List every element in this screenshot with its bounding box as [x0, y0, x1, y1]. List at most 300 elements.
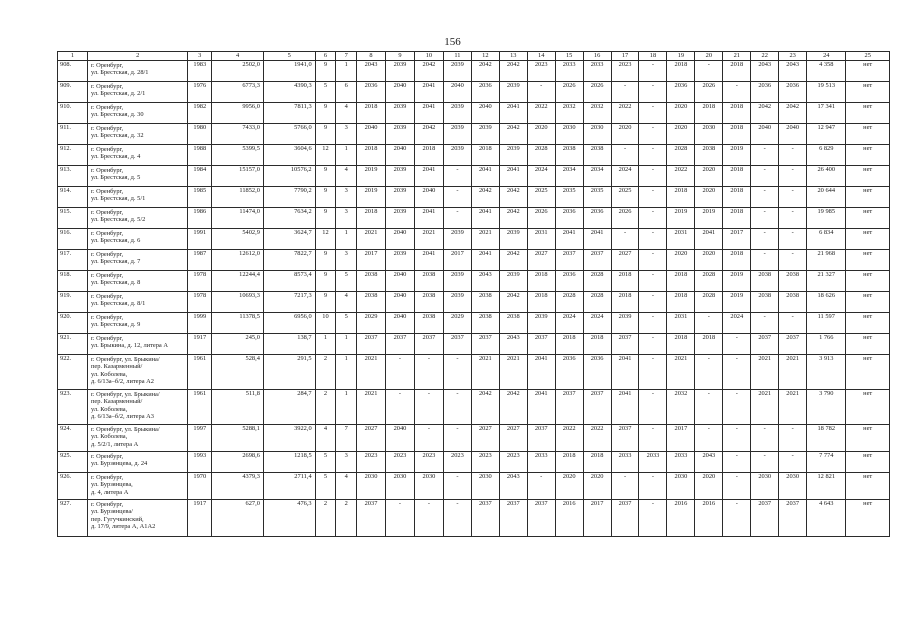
- cell-col-19: 2018: [667, 334, 695, 355]
- cell-col-17: -: [611, 82, 639, 103]
- cell-col-5: 7790,2: [263, 187, 315, 208]
- table-row: [58, 473, 890, 500]
- cell-col-13: 2039: [499, 145, 527, 166]
- table-row: [58, 425, 890, 452]
- table-row: [58, 452, 890, 473]
- cell-col-15: 2018: [555, 452, 583, 473]
- cell-col-17: 2041: [611, 355, 639, 390]
- cell-col-7: 4: [336, 473, 357, 500]
- row-number: 919.: [58, 292, 88, 313]
- address-cell: [88, 390, 188, 425]
- cell-col-18: -: [639, 250, 667, 271]
- address-line: ул. Брестская, д. 2/1: [91, 90, 146, 98]
- cell-col-25: нет: [846, 473, 890, 500]
- cell-col-12: 2040: [471, 103, 499, 124]
- cell-col-10: 2041: [414, 103, 443, 124]
- cell-col-25: нет: [846, 500, 890, 537]
- cell-col-20: -: [695, 313, 723, 334]
- cell-col-5: 10576,2: [263, 166, 315, 187]
- cell-col-19: 2019: [667, 208, 695, 229]
- address-cell: [88, 250, 188, 271]
- cell-col-23: -: [779, 425, 807, 452]
- cell-col-17: 2037: [611, 425, 639, 452]
- cell-col-13: 2021: [499, 355, 527, 390]
- cell-col-24: 12 947: [807, 124, 846, 145]
- cell-col-3: 1976: [188, 82, 212, 103]
- cell-col-16: 2041: [583, 229, 611, 250]
- cell-col-12: 2042: [471, 390, 499, 425]
- cell-col-10: -: [414, 390, 443, 425]
- cell-col-14: 2037: [527, 334, 555, 355]
- cell-col-14: 2022: [527, 103, 555, 124]
- cell-col-16: 2022: [583, 425, 611, 452]
- cell-col-22: -: [751, 166, 779, 187]
- cell-col-9: -: [385, 355, 414, 390]
- cell-col-22: -: [751, 313, 779, 334]
- cell-col-25: нет: [846, 250, 890, 271]
- cell-col-6: 12: [315, 229, 336, 250]
- address-line: пер. Гугучкинский,: [91, 515, 144, 523]
- cell-col-14: 2026: [527, 208, 555, 229]
- address-line: ул. Брестская, д. 8: [91, 279, 141, 287]
- cell-col-24: 21 327: [807, 271, 846, 292]
- address-line: ул. Коболева,: [91, 433, 128, 441]
- cell-col-6: 5: [315, 452, 336, 473]
- cell-col-24: 19 513: [807, 82, 846, 103]
- table-row: [58, 271, 890, 292]
- cell-col-8: 2043: [357, 61, 386, 82]
- cell-col-4: 9956,0: [212, 103, 264, 124]
- address-line: г. Оренбург,: [91, 83, 124, 90]
- cell-col-24: 20 644: [807, 187, 846, 208]
- cell-col-6: 4: [315, 425, 336, 452]
- column-header-18: 18: [639, 52, 667, 61]
- cell-col-22: 2036: [751, 82, 779, 103]
- cell-col-10: -: [414, 425, 443, 452]
- cell-col-14: 2041: [527, 390, 555, 425]
- cell-col-21: 2019: [723, 292, 751, 313]
- table-row: [58, 61, 890, 82]
- cell-col-24: 18 626: [807, 292, 846, 313]
- cell-col-4: 6773,3: [212, 82, 264, 103]
- cell-col-18: -: [639, 229, 667, 250]
- row-number: 912.: [58, 145, 88, 166]
- cell-col-5: 7634,2: [263, 208, 315, 229]
- column-header-22: 22: [751, 52, 779, 61]
- cell-col-15: 2022: [555, 425, 583, 452]
- cell-col-9: 2039: [385, 103, 414, 124]
- cell-col-7: 7: [336, 425, 357, 452]
- cell-col-6: 9: [315, 250, 336, 271]
- address-line: ул. Брестская, д. 30: [91, 111, 144, 119]
- cell-col-18: -: [639, 124, 667, 145]
- cell-col-13: 2042: [499, 208, 527, 229]
- cell-col-5: 138,7: [263, 334, 315, 355]
- cell-col-11: 2023: [443, 452, 471, 473]
- table-row: [58, 500, 890, 537]
- address-line: г. Оренбург, ул. Брыкина/: [91, 391, 160, 398]
- table-row: [58, 166, 890, 187]
- cell-col-18: -: [639, 473, 667, 500]
- cell-col-15: 2018: [555, 334, 583, 355]
- cell-col-12: 2038: [471, 313, 499, 334]
- cell-col-3: 1991: [188, 229, 212, 250]
- row-number: 920.: [58, 313, 88, 334]
- cell-col-4: 5399,5: [212, 145, 264, 166]
- cell-col-24: 4 643: [807, 500, 846, 537]
- cell-col-21: 2018: [723, 61, 751, 82]
- cell-col-19: 2018: [667, 187, 695, 208]
- cell-col-8: 2021: [357, 355, 386, 390]
- cell-col-11: 2039: [443, 103, 471, 124]
- cell-col-12: 2027: [471, 425, 499, 452]
- column-header-4: 4: [212, 52, 264, 61]
- cell-col-21: 2018: [723, 103, 751, 124]
- cell-col-18: -: [639, 425, 667, 452]
- cell-col-17: 2033: [611, 452, 639, 473]
- cell-col-25: нет: [846, 208, 890, 229]
- address-line: д. 6/13а–б/2, литера А2: [91, 377, 154, 385]
- column-header-16: 16: [583, 52, 611, 61]
- cell-col-23: -: [779, 208, 807, 229]
- table-row: [58, 334, 890, 355]
- cell-col-10: 2042: [414, 124, 443, 145]
- address-line: г. Оренбург,: [91, 335, 124, 342]
- cell-col-18: -: [639, 187, 667, 208]
- cell-col-12: 2021: [471, 229, 499, 250]
- cell-col-12: 2041: [471, 250, 499, 271]
- cell-col-5: 3922,0: [263, 425, 315, 452]
- cell-col-18: -: [639, 313, 667, 334]
- cell-col-18: -: [639, 271, 667, 292]
- cell-col-8: 2029: [357, 313, 386, 334]
- cell-col-11: -: [443, 166, 471, 187]
- cell-col-20: 2018: [695, 103, 723, 124]
- cell-col-7: 4: [336, 292, 357, 313]
- cell-col-15: 2020: [555, 473, 583, 500]
- row-number: 923.: [58, 390, 88, 425]
- address-cell: [88, 334, 188, 355]
- cell-col-10: 2030: [414, 473, 443, 500]
- cell-col-25: нет: [846, 425, 890, 452]
- cell-col-17: 2024: [611, 166, 639, 187]
- address-line: ул. Коболева,: [91, 405, 128, 413]
- cell-col-14: 2023: [527, 61, 555, 82]
- table-row: [58, 250, 890, 271]
- cell-col-6: 9: [315, 124, 336, 145]
- cell-col-5: 3604,6: [263, 145, 315, 166]
- cell-col-7: 2: [336, 500, 357, 537]
- cell-col-4: 15157,0: [212, 166, 264, 187]
- address-cell: [88, 500, 188, 537]
- cell-col-20: 2028: [695, 292, 723, 313]
- address-cell: [88, 229, 188, 250]
- column-header-25: 25: [846, 52, 890, 61]
- cell-col-23: -: [779, 166, 807, 187]
- cell-col-9: 2040: [385, 145, 414, 166]
- cell-col-15: 2016: [555, 500, 583, 537]
- cell-col-16: 2017: [583, 500, 611, 537]
- cell-col-15: 2033: [555, 61, 583, 82]
- cell-col-14: -: [527, 82, 555, 103]
- cell-col-23: 2021: [779, 355, 807, 390]
- cell-col-17: -: [611, 473, 639, 500]
- cell-col-12: 2037: [471, 334, 499, 355]
- cell-col-25: нет: [846, 313, 890, 334]
- cell-col-20: 2041: [695, 229, 723, 250]
- cell-col-5: 284,7: [263, 390, 315, 425]
- cell-col-20: 2028: [695, 271, 723, 292]
- cell-col-17: 2037: [611, 334, 639, 355]
- address-cell: [88, 187, 188, 208]
- cell-col-18: -: [639, 103, 667, 124]
- column-header-19: 19: [667, 52, 695, 61]
- cell-col-21: 2017: [723, 229, 751, 250]
- cell-col-12: 2038: [471, 292, 499, 313]
- cell-col-17: -: [611, 145, 639, 166]
- cell-col-3: 1982: [188, 103, 212, 124]
- cell-col-19: 2036: [667, 82, 695, 103]
- address-line: ул. Брыкина, д. 12, литера А: [91, 342, 168, 350]
- row-number: 926.: [58, 473, 88, 500]
- address-line: г. Оренбург,: [91, 272, 124, 279]
- cell-col-17: 2027: [611, 250, 639, 271]
- cell-col-11: -: [443, 473, 471, 500]
- cell-col-25: нет: [846, 229, 890, 250]
- cell-col-18: -: [639, 145, 667, 166]
- address-line: г. Оренбург,: [91, 453, 124, 460]
- cell-col-17: 2020: [611, 124, 639, 145]
- cell-col-17: 2026: [611, 208, 639, 229]
- cell-col-20: -: [695, 61, 723, 82]
- cell-col-6: 9: [315, 61, 336, 82]
- cell-col-5: 4390,3: [263, 82, 315, 103]
- cell-col-14: 2025: [527, 187, 555, 208]
- cell-col-21: 2018: [723, 187, 751, 208]
- cell-col-8: 2017: [357, 250, 386, 271]
- cell-col-10: -: [414, 500, 443, 537]
- cell-col-4: 12612,0: [212, 250, 264, 271]
- cell-col-17: 2023: [611, 61, 639, 82]
- cell-col-20: 2020: [695, 187, 723, 208]
- cell-col-11: 2037: [443, 334, 471, 355]
- cell-col-7: 3: [336, 452, 357, 473]
- cell-col-6: 2: [315, 500, 336, 537]
- cell-col-13: 2042: [499, 61, 527, 82]
- cell-col-20: 2030: [695, 124, 723, 145]
- cell-col-14: 2041: [527, 355, 555, 390]
- address-line: г. Оренбург,: [91, 167, 124, 174]
- cell-col-19: 2020: [667, 124, 695, 145]
- cell-col-18: -: [639, 292, 667, 313]
- cell-col-10: 2040: [414, 187, 443, 208]
- cell-col-4: 627,0: [212, 500, 264, 537]
- address-line: пер. Казарменный/: [91, 363, 143, 371]
- cell-col-23: 2037: [779, 500, 807, 537]
- address-line: ул. Брестская, д. 4: [91, 153, 141, 161]
- cell-col-7: 4: [336, 103, 357, 124]
- cell-col-19: 2017: [667, 425, 695, 452]
- table-row: [58, 229, 890, 250]
- cell-col-5: 6956,0: [263, 313, 315, 334]
- cell-col-9: 2039: [385, 187, 414, 208]
- cell-col-12: 2030: [471, 473, 499, 500]
- cell-col-15: 2026: [555, 82, 583, 103]
- cell-col-6: 2: [315, 390, 336, 425]
- cell-col-25: нет: [846, 166, 890, 187]
- address-line: ул. Брестская, д. 8/1: [91, 300, 146, 308]
- table-row: [58, 187, 890, 208]
- cell-col-3: 1978: [188, 271, 212, 292]
- address-line: ул. Брестская, д. 5: [91, 174, 141, 182]
- cell-col-24: 12 821: [807, 473, 846, 500]
- cell-col-18: -: [639, 61, 667, 82]
- row-number: 924.: [58, 425, 88, 452]
- cell-col-8: 2038: [357, 292, 386, 313]
- cell-col-22: -: [751, 229, 779, 250]
- cell-col-13: 2041: [499, 166, 527, 187]
- cell-col-3: 1970: [188, 473, 212, 500]
- address-cell: [88, 473, 188, 500]
- column-header-17: 17: [611, 52, 639, 61]
- cell-col-6: 5: [315, 82, 336, 103]
- cell-col-21: -: [723, 334, 751, 355]
- cell-col-20: 2018: [695, 334, 723, 355]
- cell-col-14: 2037: [527, 500, 555, 537]
- column-header-13: 13: [499, 52, 527, 61]
- cell-col-9: 2040: [385, 292, 414, 313]
- cell-col-4: 10693,3: [212, 292, 264, 313]
- cell-col-13: 2023: [499, 452, 527, 473]
- cell-col-14: 2028: [527, 145, 555, 166]
- row-number: 914.: [58, 187, 88, 208]
- cell-col-15: 2028: [555, 292, 583, 313]
- address-line: г. Оренбург,: [91, 209, 124, 216]
- cell-col-18: -: [639, 82, 667, 103]
- column-header-6: 6: [315, 52, 336, 61]
- column-header-23: 23: [779, 52, 807, 61]
- cell-col-13: 2027: [499, 425, 527, 452]
- cell-col-20: 2043: [695, 452, 723, 473]
- cell-col-22: -: [751, 250, 779, 271]
- column-header-21: 21: [723, 52, 751, 61]
- cell-col-11: -: [443, 425, 471, 452]
- cell-col-22: 2030: [751, 473, 779, 500]
- cell-col-19: 2018: [667, 292, 695, 313]
- cell-col-6: 1: [315, 334, 336, 355]
- cell-col-7: 1: [336, 355, 357, 390]
- cell-col-3: 1987: [188, 250, 212, 271]
- row-number: 908.: [58, 61, 88, 82]
- cell-col-13: 2037: [499, 500, 527, 537]
- cell-col-6: 9: [315, 292, 336, 313]
- cell-col-7: 1: [336, 229, 357, 250]
- cell-col-20: -: [695, 390, 723, 425]
- cell-col-23: 2038: [779, 271, 807, 292]
- cell-col-13: 2038: [499, 313, 527, 334]
- cell-col-13: 2042: [499, 250, 527, 271]
- cell-col-11: 2029: [443, 313, 471, 334]
- cell-col-22: -: [751, 425, 779, 452]
- address-cell: [88, 61, 188, 82]
- cell-col-9: 2039: [385, 61, 414, 82]
- cell-col-8: 2030: [357, 473, 386, 500]
- cell-col-22: 2042: [751, 103, 779, 124]
- cell-col-25: нет: [846, 334, 890, 355]
- cell-col-10: 2041: [414, 250, 443, 271]
- cell-col-12: 2041: [471, 166, 499, 187]
- cell-col-24: 7 774: [807, 452, 846, 473]
- cell-col-19: 2031: [667, 313, 695, 334]
- address-line: ул. Брестская, д. 5/1: [91, 195, 146, 203]
- header-row: [58, 52, 890, 61]
- cell-col-23: 2042: [779, 103, 807, 124]
- address-line: ул. Бурзянцева/: [91, 508, 133, 516]
- cell-col-24: 1 766: [807, 334, 846, 355]
- cell-col-22: 2038: [751, 271, 779, 292]
- cell-col-16: 2020: [583, 473, 611, 500]
- cell-col-11: 2039: [443, 61, 471, 82]
- cell-col-25: нет: [846, 292, 890, 313]
- cell-col-14: 2033: [527, 452, 555, 473]
- cell-col-18: -: [639, 166, 667, 187]
- column-header-1: 1: [58, 52, 88, 61]
- address-cell: [88, 355, 188, 390]
- cell-col-12: 2039: [471, 124, 499, 145]
- cell-col-11: -: [443, 187, 471, 208]
- cell-col-9: -: [385, 390, 414, 425]
- cell-col-16: 2024: [583, 313, 611, 334]
- cell-col-20: 2020: [695, 166, 723, 187]
- cell-col-25: нет: [846, 271, 890, 292]
- cell-col-16: 2038: [583, 145, 611, 166]
- cell-col-7: 3: [336, 187, 357, 208]
- cell-col-4: 2698,6: [212, 452, 264, 473]
- cell-col-21: 2018: [723, 250, 751, 271]
- cell-col-24: 3 790: [807, 390, 846, 425]
- cell-col-11: -: [443, 390, 471, 425]
- cell-col-4: 4379,3: [212, 473, 264, 500]
- cell-col-23: 2038: [779, 292, 807, 313]
- cell-col-5: 7811,3: [263, 103, 315, 124]
- cell-col-24: 4 358: [807, 61, 846, 82]
- cell-col-12: 2043: [471, 271, 499, 292]
- cell-col-13: 2039: [499, 271, 527, 292]
- cell-col-10: 2042: [414, 61, 443, 82]
- address-line: г. Оренбург,: [91, 125, 124, 132]
- address-line: г. Оренбург,: [91, 293, 124, 300]
- cell-col-11: -: [443, 500, 471, 537]
- address-cell: [88, 103, 188, 124]
- cell-col-15: 2024: [555, 313, 583, 334]
- page-number: 156: [444, 36, 461, 48]
- cell-col-15: 2036: [555, 271, 583, 292]
- column-header-15: 15: [555, 52, 583, 61]
- cell-col-11: 2039: [443, 271, 471, 292]
- cell-col-7: 1: [336, 390, 357, 425]
- cell-col-20: 2020: [695, 473, 723, 500]
- cell-col-7: 1: [336, 61, 357, 82]
- cell-col-5: 5766,0: [263, 124, 315, 145]
- cell-col-23: -: [779, 452, 807, 473]
- cell-col-23: -: [779, 250, 807, 271]
- cell-col-14: 2027: [527, 250, 555, 271]
- address-cell: [88, 208, 188, 229]
- cell-col-22: -: [751, 208, 779, 229]
- address-line: ул. Бурзянцева,: [91, 481, 133, 489]
- column-header-2: 2: [88, 52, 188, 61]
- cell-col-18: -: [639, 390, 667, 425]
